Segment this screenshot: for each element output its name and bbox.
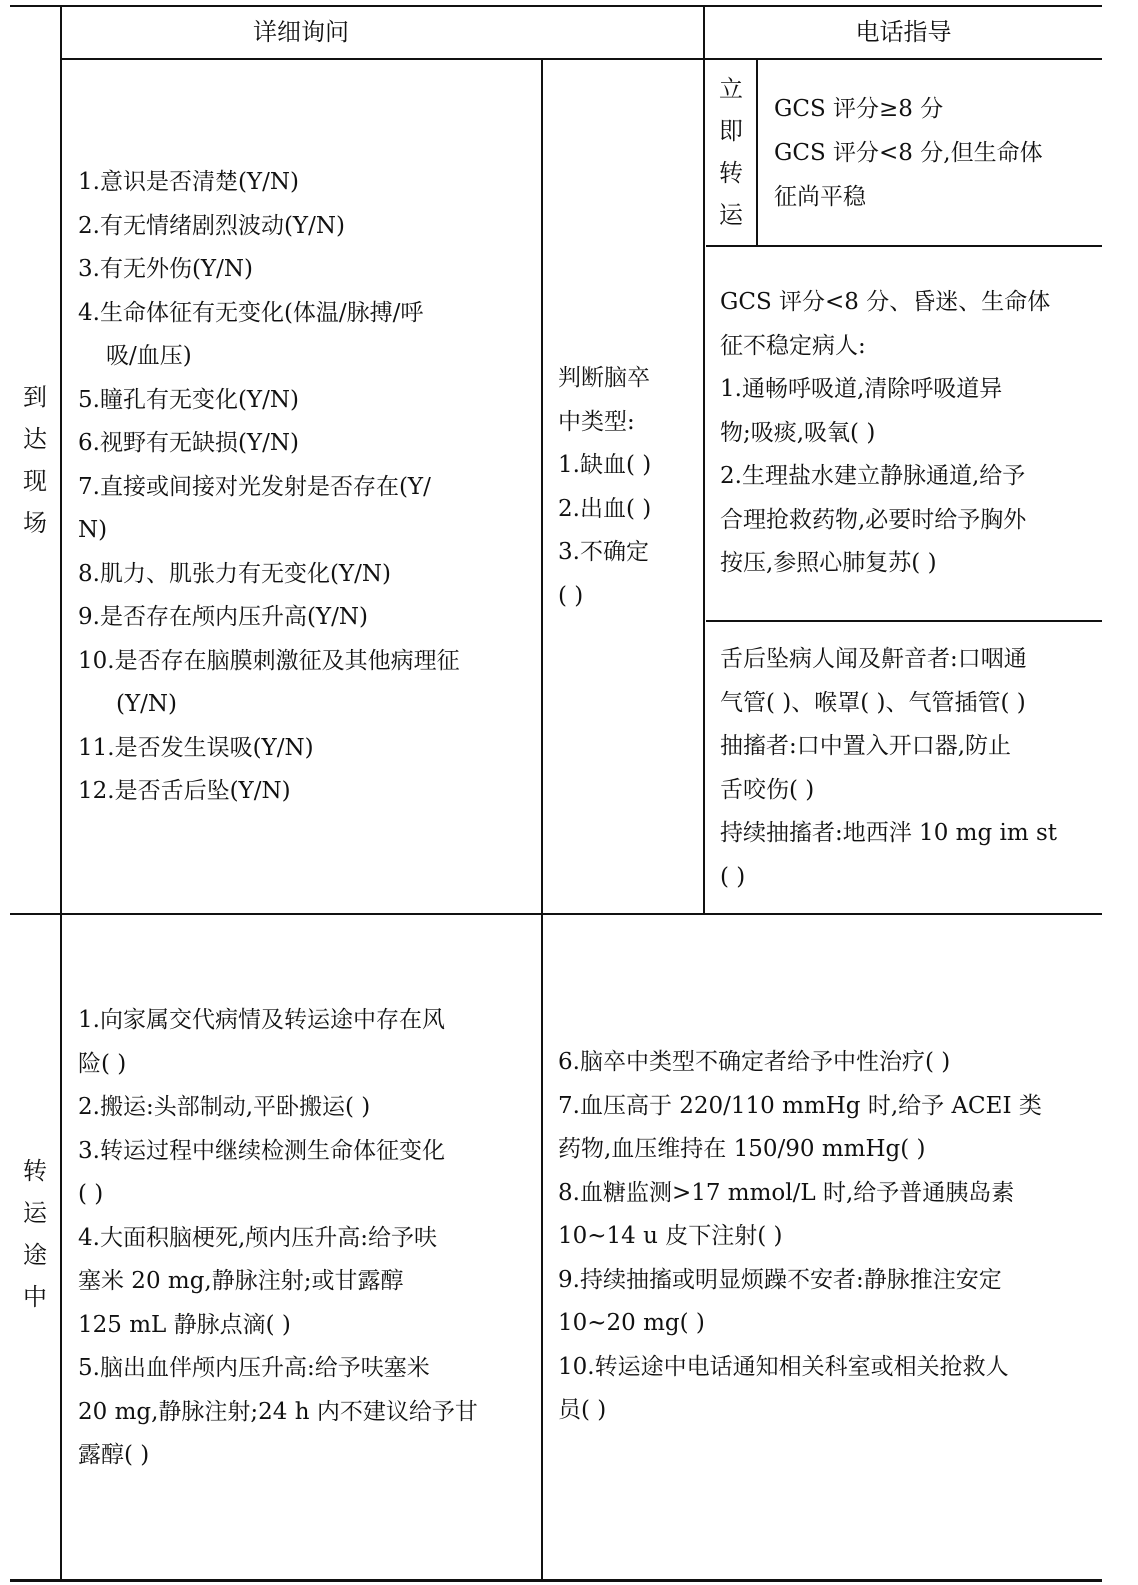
airway-guidance-line: 气管( )、喉罩( )、气管插管( ) [720, 689, 1026, 716]
transfer-guidance-line: 6.脑卒中类型不确定者给予中性治疗( ) [558, 1049, 951, 1075]
guidance-column-border [703, 5, 705, 915]
transfer-inquiry-line: 125 mL 静脉点滴( ) [78, 1311, 291, 1338]
transfer-inquiry-line: 3.转运过程中继续检测生命体征变化 [78, 1137, 445, 1164]
transfer-inquiry-line: 4.大面积脑梗死,颅内压升高:给予呋 [78, 1224, 438, 1251]
airway-guidance-line: 抽搐者:口中置入开口器,防止 [720, 733, 1012, 759]
immediate-transfer-label: 立 即 转 运 [719, 75, 743, 229]
stroke-type-line: 判断脑卒 [558, 365, 650, 391]
transfer-inquiry-line: 20 mg,静脉注射;24 h 内不建议给予甘 [78, 1398, 478, 1425]
unstable-guidance-line: 1.通畅呼吸道,清除呼吸道异 [720, 376, 1003, 402]
transfer-inquiry-line: 5.脑出血伴颅内压升高:给予呋塞米 [78, 1355, 430, 1381]
arrival-inquiry-line: 5.瞳孔有无变化(Y/N) [78, 386, 299, 413]
transfer-guidance-line: 药物,血压维持在 150/90 mmHg( ) [558, 1136, 926, 1162]
arrival-inquiry-line: 1.意识是否清楚(Y/N) [78, 169, 299, 195]
transfer-inquiry-line: 塞米 20 mg,静脉注射;或甘露醇 [78, 1268, 404, 1294]
stroke-type-line: 1.缺血( ) [558, 452, 652, 478]
arrival-inquiry-line: N) [78, 517, 108, 543]
arrival-inquiry-line: 8.肌力、肌张力有无变化(Y/N) [78, 560, 391, 587]
arrival-inquiry-line: 12.是否舌后坠(Y/N) [78, 778, 291, 804]
arrival-inquiry-line: 9.是否存在颅内压升高(Y/N) [78, 604, 368, 630]
stroke-type-line: 中类型: [558, 408, 635, 435]
immediate-transfer-line: GCS 评分<8 分,但生命体 [774, 140, 1043, 166]
unstable-guidance-line: 按压,参照心肺复苏( ) [720, 550, 937, 576]
airway-guidance-line: 持续抽搐者:地西泮 10 mg im st [720, 820, 1058, 846]
arrival-inquiry-line: 4.生命体征有无变化(体温/脉搏/呼 [78, 299, 424, 326]
arrival-inquiry-line: 6.视野有无缺损(Y/N) [78, 430, 299, 456]
transfer-inquiry-line: 露醇( ) [78, 1442, 150, 1468]
transfer-inquiry-list [78, 999, 530, 1478]
airway-guidance-line: 舌后坠病人闻及鼾音者:口咽通 [720, 646, 1027, 672]
inquiry-column-border [541, 58, 543, 1582]
arrival-inquiry-line: 3.有无外伤(Y/N) [78, 256, 253, 282]
unstable-guidance-line: GCS 评分<8 分、昏迷、生命体 [720, 289, 1051, 315]
unstable-guidance-line: 征不稳定病人: [720, 332, 866, 359]
arrival-inquiry-line: 吸/血压) [106, 343, 192, 369]
transfer-guidance-line: 9.持续抽搐或明显烦躁不安者:静脉推注安定 [558, 1266, 1002, 1293]
transfer-inquiry-line: 险( ) [78, 1050, 127, 1077]
label-column-border [60, 5, 62, 1582]
stroke-type-line: 3.不确定 [558, 539, 649, 565]
arrival-inquiry-line: (Y/N) [116, 691, 178, 717]
transfer-inquiry-line: 2.搬运:头部制动,平卧搬运( ) [78, 1094, 371, 1120]
arrival-label: 到 达 现 场 [23, 383, 47, 537]
transfer-guidance-line: 10~20 mg( ) [558, 1310, 705, 1336]
header-detailed-inquiry: 详细询问 [253, 18, 349, 46]
transfer-guidance-line: 7.血压高于 220/110 mmHg 时,给予 ACEI 类 [558, 1092, 1042, 1119]
arrival-inquiry-line: 7.直接或间接对光发射是否存在(Y/ [78, 473, 431, 500]
table-top-border [10, 5, 1102, 7]
airway-guidance-line: ( ) [720, 863, 746, 890]
header-bottom-border [60, 58, 1102, 60]
transfer-guidance-list [558, 1041, 1096, 1433]
airway-guidance [720, 638, 1096, 899]
stroke-type-line: 2.出血( ) [558, 495, 652, 522]
transfer-guidance-line: 10~14 u 皮下注射( ) [558, 1223, 783, 1249]
immediate-transfer-bottom-border [706, 245, 1102, 247]
transfer-guidance-line: 10.转运途中电话通知相关科室或相关抢救人 [558, 1353, 1009, 1380]
arrival-inquiry-list [78, 161, 530, 814]
transfer-inquiry-line: ( ) [78, 1181, 104, 1207]
unstable-guidance-line: 2.生理盐水建立静脉通道,给予 [720, 463, 1026, 489]
unstable-bottom-border [706, 620, 1102, 622]
immediate-transfer-line: 征尚平稳 [774, 184, 866, 210]
stroke-type-line: ( ) [558, 582, 584, 609]
header-phone-guidance: 电话指导 [855, 18, 952, 46]
arrival-inquiry-line: 10.是否存在脑膜刺激征及其他病理征 [78, 647, 460, 674]
immediate-transfer-line: GCS 评分≥8 分 [774, 96, 944, 122]
table-bottom-border [10, 1579, 1102, 1582]
transfer-label: 转 运 途 中 [23, 1157, 47, 1311]
arrival-inquiry-line: 2.有无情绪剧烈波动(Y/N) [78, 212, 345, 239]
airway-guidance-line: 舌咬伤( ) [720, 776, 815, 803]
arrival-inquiry-line: 11.是否发生误吸(Y/N) [78, 734, 314, 761]
transfer-inquiry-line: 1.向家属交代病情及转运途中存在风 [78, 1007, 445, 1033]
unstable-guidance-line: 合理抢救药物,必要时给予胸外 [720, 506, 1027, 533]
transfer-guidance-line: 8.血糖监测>17 mmol/L 时,给予普通胰岛素 [558, 1179, 1015, 1206]
unstable-guidance-line: 物;吸痰,吸氧( ) [720, 419, 876, 446]
arrival-section-bottom-border [10, 913, 1102, 915]
immediate-transfer-text [774, 87, 1096, 219]
immediate-label-border [756, 58, 758, 246]
stroke-type-list [558, 357, 698, 618]
unstable-patient-guidance [720, 281, 1096, 586]
transfer-guidance-line: 员( ) [558, 1397, 607, 1423]
